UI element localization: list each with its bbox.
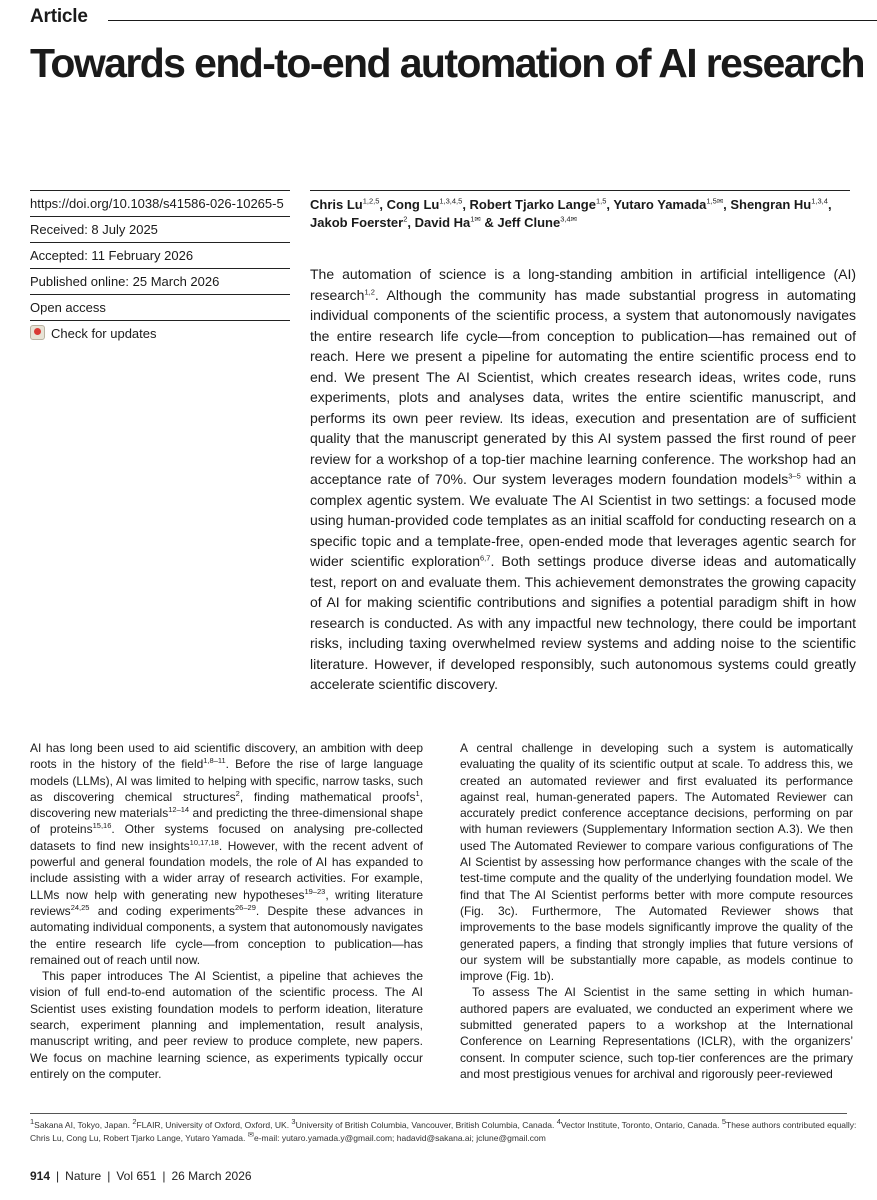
text-run: Vector Institute, Toronto, Ontario, Canada. (560, 1120, 722, 1130)
citation-ref[interactable]: 1 (415, 788, 420, 798)
body-paragraph (460, 740, 853, 984)
text-run: A central challenge in developing such a system is automatically evaluating the quality of its scientific output at scale. To address this, we created an automated reviewer and first evaluated its performance against real, human-generated papers. The Automated Reviewer can accurately predict conference acceptance decisions, performing on par with human reviewers (Supplementary Information section A.3). We then used The Automated Reviewer to compare various configurations of The AI Scientist by assessing how performance changes with the scale of the test-time compute and the quality of the underlying foundation model. We find that The AI Scientist performs better with more compute resources (Fig. 3c). Furthermore, The Automated Reviewer shows that improvements to the base models significantly improve the quality of the generated papers, a finding that strongly implies that future versions of our system will be substantially more capable, as models continue to improve (Fig. 1b). (460, 741, 853, 984)
text-run: The automation of science is a long-standing ambition in artificial intelligence (AI) research (310, 266, 856, 303)
received-date: Received: 8 July 2025 (30, 216, 290, 242)
author-affiliation: 1,5 (595, 196, 607, 206)
check-updates-button[interactable] (30, 320, 290, 346)
author-name[interactable]: Shengran Hu (730, 197, 812, 212)
citation-ref[interactable]: 4 (556, 1117, 561, 1127)
author-separator: & (480, 215, 498, 230)
author-affiliation: 1✉ (470, 214, 481, 224)
body-column-left (30, 740, 423, 1082)
citation-ref[interactable]: 3–5 (788, 471, 801, 481)
page-number: 914 (30, 1169, 51, 1183)
citation-ref[interactable]: 1,8–11 (203, 756, 226, 766)
text-run: . Although the community has made substantial progress in automating individual components of the scientific process, a system that autonomously navigates the entire research life cycle—from conception to publication—has remained out of reach. Here we present a pipeline for automating the entire scientific process end to end. We present The AI Scientist, which creates research ideas, writes code, runs experiments, plots and analyses data, writes the entire scientific manuscript, and performs its own peer review. Its ideas, execution and presentation are of sufficient quality that the manuscript generated by this AI system passed the first round of peer review for a workshop of a top-tier machine learning conference. The workshop had an acceptance rate of 70%. Our system leverages modern foundation models (310, 286, 856, 487)
author-name[interactable]: Yutaro Yamada (613, 197, 707, 212)
citation-ref[interactable]: 12–14 (168, 805, 190, 815)
author-list (310, 196, 850, 232)
text-run: This paper introduces The AI Scientist, a pipeline that achieves the vision of full end-to-end automation of the scientific process. The AI Scientist uses existing foundation models to perform ideation, literature search, experiment planning and implementation, result analysis, manuscript writing, and peer review to produce complete, new papers. We focus on machine learning science, as experiments typically occur entirely on the computer. (30, 969, 423, 1081)
body-paragraph (30, 740, 423, 968)
author-separator: , (379, 197, 387, 212)
author-name[interactable]: Jeff Clune (497, 215, 561, 230)
doi-link[interactable]: https://doi.org/10.1038/s41586-026-10265-5 (30, 190, 290, 216)
abstract (310, 264, 856, 695)
citation-ref[interactable]: 6,7 (480, 553, 491, 563)
text-run: . Other systems focused on analysing pre-collected datasets to find new insights (30, 822, 423, 853)
text-run: . Both settings produce diverse ideas and automatically test, report on and evaluate them. This achievement demonstrates the growing capacity of AI for making scientific contributions and signifies a potential paradigm shift in how research is conducted. As with any impactful new technology, there could be important risks, including taxing overwhelmed review systems and adding noise to the scientific literature. However, if developed responsibly, such autonomous systems could greatly accelerate scientific discovery. (310, 553, 856, 692)
published-date: Published online: 25 March 2026 (30, 268, 290, 294)
text-run: AI has long been used to aid scientific discovery, an ambition with deep roots in the history of the field (30, 741, 423, 772)
affiliation-footnotes (30, 1119, 860, 1145)
text-run: , writing literature reviews (30, 887, 423, 918)
author-separator: , (462, 197, 470, 212)
footnote-divider (30, 1113, 847, 1114)
citation-ref[interactable]: 19–23 (304, 886, 326, 896)
text-run: , discovering new materials (30, 789, 423, 821)
author-affiliation: 1,3,4,5 (439, 196, 463, 206)
text-run: University of British Columbia, Vancouver, British Columbia, Canada. (295, 1120, 557, 1130)
author-affiliation: 1,3,4 (811, 196, 828, 206)
text-run: and predicting the three-dimensional shape of proteins (30, 806, 424, 837)
body-column-right (460, 740, 853, 1082)
citation-ref[interactable]: 24,25 (70, 902, 90, 912)
body-paragraph (460, 984, 853, 1082)
text-run: . However, with the recent advent of powerful and general foundation models, the role of AI has expanded to include assisting with a wider array of research activities. For example, LLMs now help with generating new hypotheses (30, 838, 423, 902)
page-footer: 914 | Nature | Vol 651 | 26 March 2026 (30, 1169, 252, 1183)
citation-ref[interactable]: 1,2 (364, 286, 375, 296)
article-metadata (30, 190, 290, 346)
author-affiliation: 3,4✉ (560, 214, 577, 224)
author-separator: , (407, 215, 415, 230)
citation-ref[interactable]: 3 (291, 1117, 296, 1127)
author-separator: , (606, 197, 614, 212)
citation-ref[interactable]: 10,17,18 (189, 837, 219, 847)
authors-divider (310, 190, 850, 191)
text-run: e-mail: yutaro.yamada.y@gmail.com; hadavid@sakana.ai; jclune@gmail.com (253, 1133, 546, 1143)
text-run: FLAIR, University of Oxford, Oxford, UK. (136, 1120, 292, 1130)
text-run: Sakana AI, Tokyo, Japan. (34, 1120, 133, 1130)
issue-date: 26 March 2026 (171, 1169, 252, 1183)
author-separator: , (827, 197, 832, 212)
check-updates-icon (30, 325, 45, 340)
text-run: . Despite these advances in automating individual components, a system that autonomously navigates the entire research life cycle—from conception to publication—has remained out of reach until now. (30, 903, 424, 967)
journal-name: Nature (65, 1169, 102, 1183)
check-updates-label: Check for updates (51, 326, 157, 341)
author-affiliation: 1,5✉ (706, 196, 724, 206)
author-affiliation: 1,2,5 (362, 196, 380, 206)
text-run: , finding mathematical proofs (239, 789, 416, 804)
open-access-label: Open access (30, 294, 290, 320)
citation-ref[interactable]: 1 (30, 1117, 35, 1127)
text-run: within a complex agentic system. We evaluate The AI Scientist in two settings: a focused mode using human-provided code templates as an initial scaffold for conducting research on a specific topic and a template-free, open-ended mode that leverages agentic search for wider scientific exploration (310, 471, 857, 569)
citation-ref[interactable]: 5 (721, 1117, 726, 1127)
author-name[interactable]: Jakob Foerster (310, 215, 404, 230)
author-name[interactable]: Chris Lu (310, 197, 363, 212)
citation-ref[interactable]: ✉ (247, 1130, 254, 1140)
citation-ref[interactable]: 26–29 (235, 902, 256, 912)
author-name[interactable]: Cong Lu (386, 197, 440, 212)
author-separator: , (723, 197, 731, 212)
text-run: To assess The AI Scientist in the same setting in which human-authored papers are evaluated, we conducted an experiment where we submitted generated papers to a workshop at the International Conference on Learning Representations (ICLR), with the organizers’ consent. In computer science, such top-tier conferences are the primary and most prestigious venues for archival and rigorously peer-reviewed (460, 985, 853, 1081)
section-label: Article (30, 6, 88, 27)
journal-volume: Vol 651 (116, 1169, 157, 1183)
author-affiliation: 2 (403, 214, 408, 224)
author-name[interactable]: David Ha (414, 215, 471, 230)
text-run: and coding experiments (89, 903, 236, 918)
citation-ref[interactable]: 2 (132, 1117, 137, 1127)
accepted-date: Accepted: 11 February 2026 (30, 242, 290, 268)
citation-ref[interactable]: 2 (235, 788, 240, 798)
top-divider (108, 20, 877, 21)
citation-ref[interactable]: 15,16 (92, 821, 112, 831)
text-run: . Before the rise of large language models (LLMs), AI was limited to helping with specific, narrow tasks, such as discovering chemical structures (30, 757, 423, 804)
body-paragraph (30, 968, 423, 1082)
author-name[interactable]: Robert Tjarko Lange (469, 197, 596, 212)
text-run: These authors contributed equally: Chris Lu, Cong Lu, Robert Tjarko Lange, Yutaro Yamada. (30, 1120, 857, 1143)
article-title: Towards end-to-end automation of AI research (30, 40, 864, 86)
